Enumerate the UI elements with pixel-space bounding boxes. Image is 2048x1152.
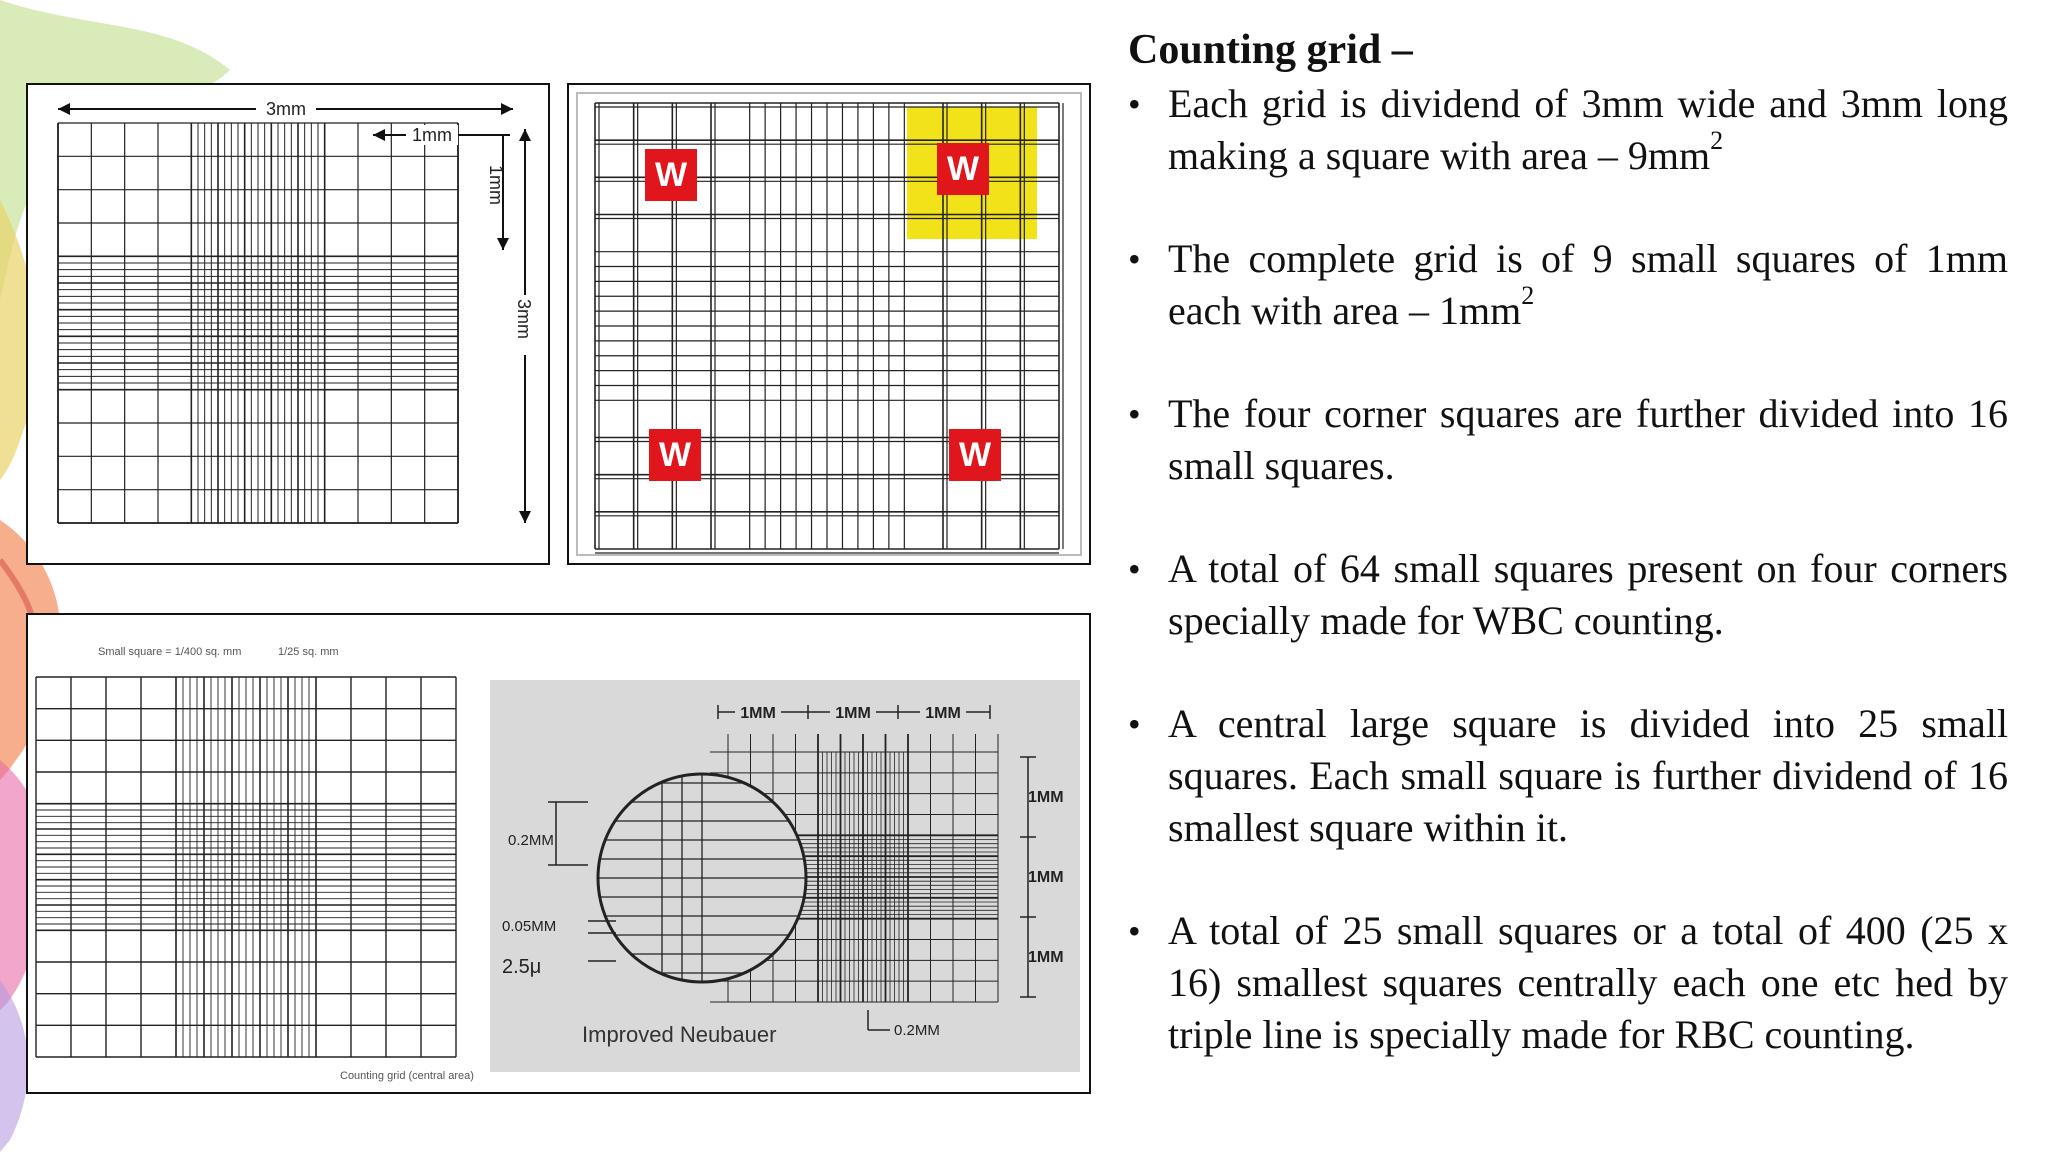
central-square-note: 1/25 sq. mm (278, 646, 339, 658)
neubauer-figure (26, 613, 1091, 1094)
width-label: 3mm (266, 99, 306, 119)
label-0-05mm: 0.05MM (502, 918, 557, 935)
wbc-marker-bottom-left (649, 429, 701, 481)
mm-label-3: 1MM (925, 705, 961, 722)
label-2-5u: 2.5μ (502, 956, 542, 978)
label-0-2mm: 0.2MM (508, 832, 554, 849)
text-column (1128, 26, 2008, 1112)
bullet-item: • A central large square is divided into 25 small squares. Each small square is further dividend of 16 smallest square within it. (1128, 698, 2008, 854)
mm-label-vertical-1: 1MM (1028, 789, 1064, 806)
neubauer-caption: Improved Neubauer (582, 1022, 777, 1047)
bullet-item: • Each grid is dividend of 3mm wide and 3mm long making a square with area – $9mm^2$ (1128, 78, 2008, 182)
wbc-marker-bottom-right (949, 429, 1001, 481)
svg-text:W: W (654, 156, 688, 194)
small-square-note: Small square = 1/400 sq. mm (98, 646, 242, 658)
small-width-label: 1mm (412, 125, 452, 145)
wbc-marker-top-left (645, 149, 697, 201)
grid-figure-labeled (26, 83, 550, 565)
small-height-label: 1mm (486, 165, 506, 205)
height-label: 3mm (514, 299, 534, 339)
slide-title: Counting grid – (1128, 27, 1413, 73)
bullet-item: • A total of 25 small squares or a total of 400 (25 x 16) smallest squares centrally each one etc hed by triple line is specially made for RBC counting. (1128, 905, 2008, 1061)
svg-text:W: W (946, 150, 980, 188)
bullet-item: • The four corner squares are further divided into 16 small squares. (1128, 388, 2008, 492)
mm-label-vertical-3: 1MM (1028, 949, 1064, 966)
bullet-list (1128, 78, 2008, 1061)
neubauer-svg (28, 615, 1089, 1092)
svg-text:W: W (958, 436, 992, 474)
mm-label-vertical-2: 1MM (1028, 869, 1064, 886)
counting-grid-note: Counting grid (central area) (340, 1070, 474, 1082)
svg-text:W: W (658, 436, 692, 474)
mm-label-2: 1MM (835, 705, 871, 722)
label-0-2mm-bottom: 0.2MM (894, 1022, 940, 1039)
grid-figure-wbc (567, 83, 1091, 565)
bullet-item: • A total of 64 small squares present on four corners specially made for WBC counting. (1128, 543, 2008, 647)
wbc-marker-top-right (937, 143, 989, 195)
mm-label-1: 1MM (740, 705, 776, 722)
labeled-grid-svg (28, 85, 548, 563)
wbc-grid-svg (569, 85, 1089, 563)
bullet-item: • The complete grid is of 9 small squares of 1mm each with area – $1mm^2$ (1128, 233, 2008, 337)
